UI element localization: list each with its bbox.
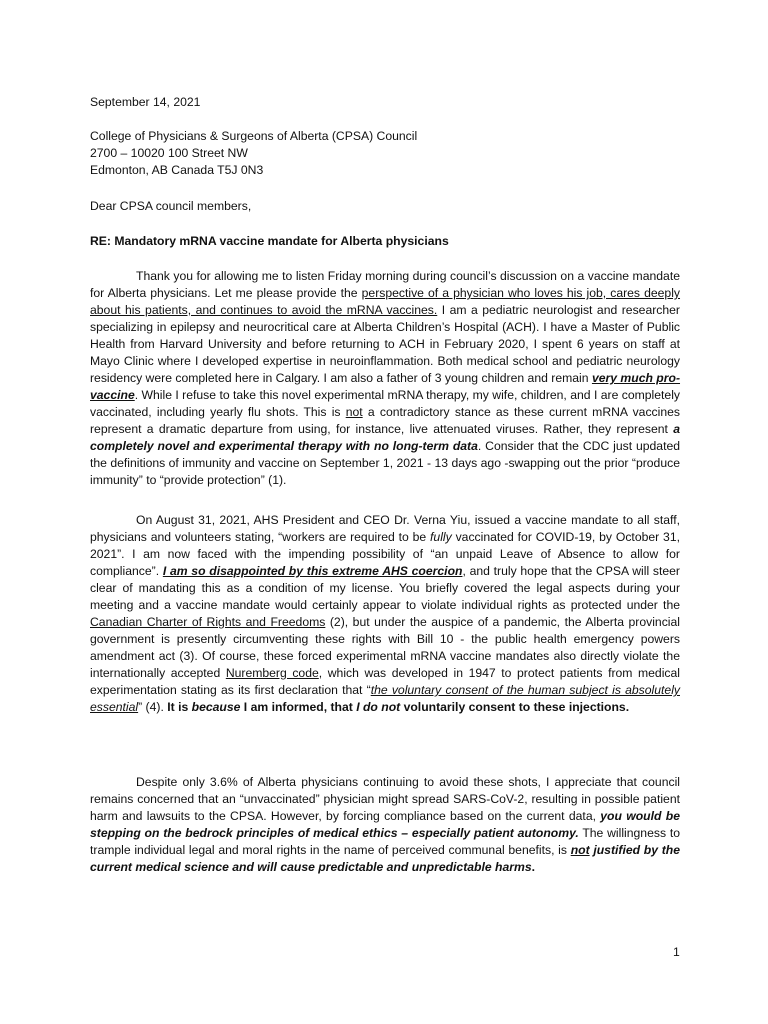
text-run: the voluntary consent of the human subject is absolutely essential (90, 683, 680, 714)
text-run: not (570, 843, 590, 857)
text-run: not (345, 405, 363, 419)
subject-line: RE: Mandatory mRNA vaccine mandate for Alberta physicians (90, 234, 449, 248)
text-run: The willingness to trample individual legal and moral rights in the name of perceived communal benefits, is (90, 826, 680, 857)
letter-date: September 14, 2021 (90, 95, 201, 109)
text-run: voluntarily consent to these injections. (400, 700, 630, 714)
paragraph-text (90, 774, 680, 876)
body-paragraph-2 (90, 512, 680, 716)
text-run: . Consider that the CDC just updated the definitions of immunity and vaccine on September 1, 2021 - 13 days ago -swapping out the prior “produce immunity” to “provide protection” (1). (90, 439, 681, 487)
text-run: I am so disappointed by this extreme AHS coercion (162, 564, 463, 578)
text-run: ” (4). (138, 700, 168, 714)
text-run: It is (167, 700, 192, 714)
text-run: (2), but under the auspice of a pandemic, the Alberta provincial government is presently circumventing these rights with Bill 10 - the public health emergency powers amendment act (3). Of course, these forced experimental mRNA vaccine mandates also directly violate the internationally accepted (90, 615, 680, 680)
paragraph-text (90, 268, 680, 489)
text-run: , which was developed in 1947 to protect patients from medical experimentation stating as its first declaration that “ (90, 666, 681, 697)
text-run: Thank you for allowing me to listen Friday morning during council’s discussion on a vaccine mandate for Alberta physicians. Let me please provide the (90, 269, 680, 300)
text-run: Canadian Charter of Rights and Freedoms (90, 615, 326, 629)
text-run: I do not (356, 700, 401, 714)
text-run: , and truly hope that the CPSA will steer clear of mandating this as a condition of my license. You briefly covered the legal aspects during your meeting and a vaccine mandate would certainly appear to violate individual rights as protected under the (90, 564, 680, 612)
text-run: because (191, 700, 241, 714)
text-run: . (531, 860, 536, 874)
address-line: 2700 – 10020 100 Street NW (90, 146, 248, 160)
body-paragraph-1 (90, 268, 680, 489)
text-run: fully (430, 530, 452, 544)
address-line: Edmonton, AB Canada T5J 0N3 (90, 163, 264, 177)
text-run: I am a pediatric neurologist and researcher specializing in epilepsy and neurocritical care at Alberta Children’s Hospital (ACH). I have a Master of Public Health from Harvard University and before returning to ACH in February 2020, I spent 6 years on staff at Mayo Clinic where I developed expertise in neuroinflammation. Both medical school and pediatric neurology residency were completed here in Calgary. I am also a father of 3 young children and remain (90, 303, 680, 385)
text-run: a contradictory stance as these current mRNA vaccines represent a dramatic departure from using, for instance, live attenuated viruses. Rather, they represent (90, 405, 680, 436)
page-number: 1 (673, 945, 680, 959)
body-paragraph-3 (90, 774, 680, 876)
text-run: Nuremberg code (225, 666, 319, 680)
salutation: Dear CPSA council members, (90, 199, 252, 213)
paragraph-text (90, 512, 680, 716)
text-run: Despite only 3.6% of Alberta physicians continuing to avoid these shots, I appreciate that council remains concerned that an “unvaccinated” physician might spread SARS-CoV-2, resulting in possible patient harm and lawsuits to the CPSA. However, by forcing compliance based on the current data, (90, 775, 680, 823)
text-run: On August 31, 2021, AHS President and CEO Dr. Verna Yiu, issued a vaccine mandate to all staff, physicians and volunteers stating, “workers are required to be (90, 513, 680, 544)
address-line: College of Physicians & Surgeons of Alberta (CPSA) Council (90, 129, 418, 143)
text-run: justified by the current medical science and will cause predictable and unpredictable harms (90, 843, 680, 874)
text-run: perspective of a physician who loves his job, cares deeply about his patients, and continues to avoid the mRNA vaccines. (90, 286, 681, 317)
recipient-address (90, 128, 680, 179)
text-run: vaccinated for COVID-19, by October 31, 2021”. I am now faced with the impending possibility of “an unpaid Leave of Absence to allow for compliance”. (90, 530, 680, 578)
text-run: . While I refuse to take this novel experimental mRNA therapy, my wife, children, and I are completely vaccinated, including yearly flu shots. This is (90, 388, 680, 419)
text-run: very much pro-vaccine (90, 371, 681, 402)
text-run: I am informed, that (240, 700, 357, 714)
text-run: you would be stepping on the bedrock principles of medical ethics – especially patient autonomy. (90, 809, 680, 840)
text-run: a completely novel and experimental therapy with no long-term data (90, 422, 680, 453)
